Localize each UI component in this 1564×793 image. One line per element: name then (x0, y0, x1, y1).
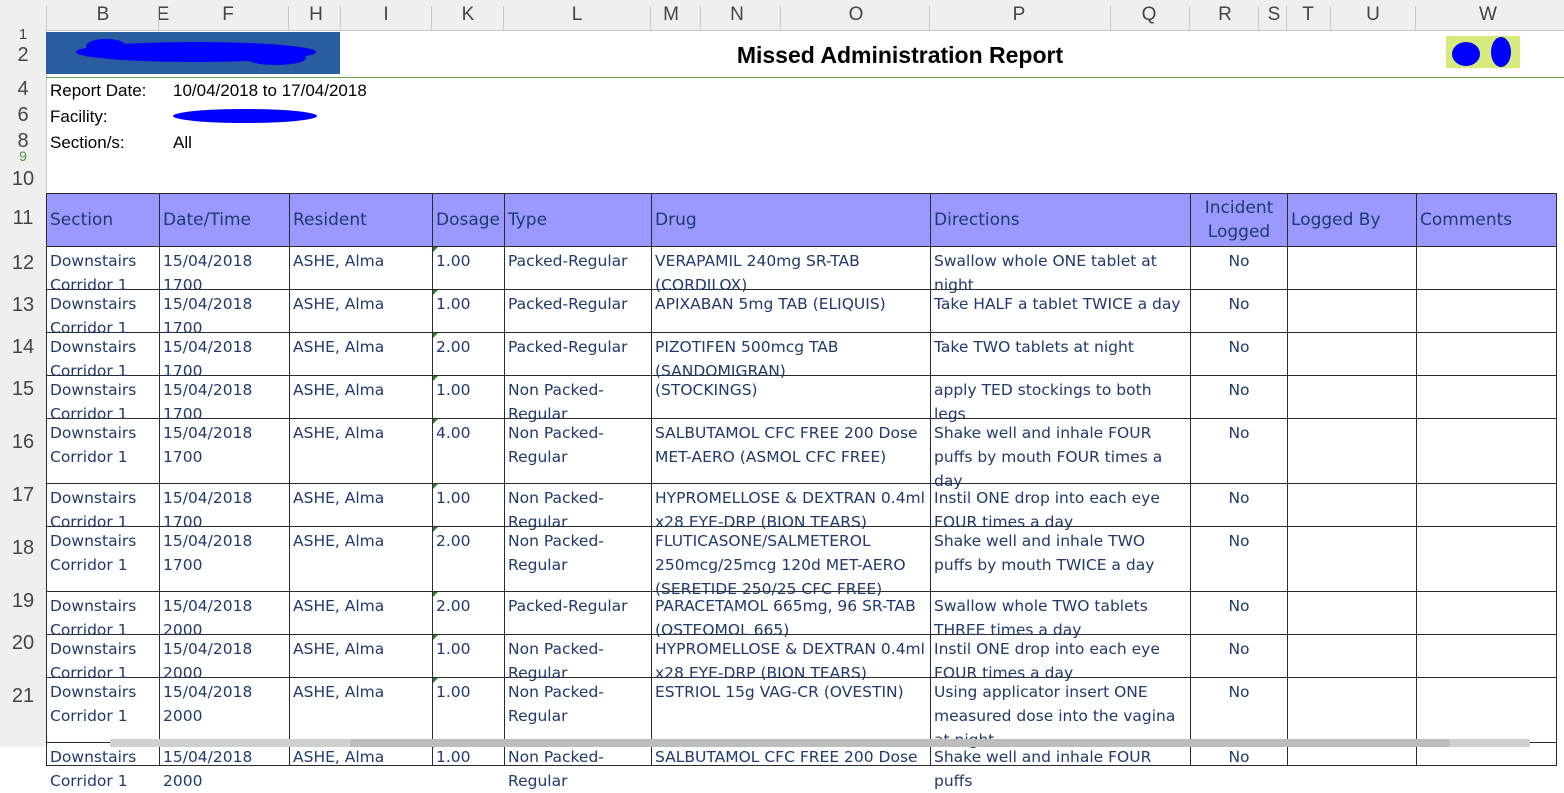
cell-directions-text: apply TED stockings to both legs (934, 381, 1152, 423)
missed-administration-table (46, 193, 1557, 790)
column-header-w[interactable]: W (1479, 4, 1497, 25)
cell-dosage[interactable] (433, 678, 505, 743)
cell-dosage-text: 1.00 (436, 489, 471, 507)
table-row (47, 678, 1557, 743)
cell-incident-logged-text: No (1228, 597, 1250, 615)
report-date-value: 10/04/2018 to 17/04/2018 (173, 81, 367, 100)
column-separator (1286, 6, 1287, 30)
cell-section-text: Downstairs Corridor 1 (50, 489, 137, 531)
header-section[interactable]: Section (47, 194, 160, 247)
cell-indicator-icon (433, 376, 438, 381)
sections-label: Section/s: (50, 133, 125, 152)
cell-directions-text: Shake well and inhale FOUR puffs (934, 748, 1152, 790)
cell-comments[interactable] (1417, 678, 1557, 743)
cell-logged-by[interactable] (1288, 247, 1417, 290)
row-header-15[interactable]: 15 (11, 378, 35, 400)
table-row (47, 247, 1557, 290)
column-header-l[interactable]: L (571, 4, 583, 25)
cell-logged-by[interactable] (1288, 484, 1417, 527)
cell-incident-logged[interactable] (1191, 527, 1288, 592)
cell-drug-text: PIZOTIFEN 500mcg TAB (SANDOMIGRAN) (655, 338, 839, 380)
row-header-6[interactable]: 6 (17, 104, 29, 126)
cell-incident-logged-text: No (1228, 424, 1250, 442)
column-header-s[interactable]: S (1267, 4, 1281, 25)
cell-datetime[interactable] (160, 333, 290, 380)
cell-dosage[interactable] (433, 635, 505, 678)
cell-datetime[interactable] (160, 247, 290, 294)
header-resident[interactable]: Resident (290, 194, 433, 247)
cell-dosage[interactable] (433, 419, 505, 484)
cell-datetime-text: 15/04/2018 1700 (163, 489, 253, 531)
column-header-t[interactable]: T (1302, 4, 1314, 25)
cell-directions-text: Swallow whole ONE tablet at night (934, 252, 1157, 294)
header-datetime[interactable]: Date/Time (160, 194, 290, 247)
cell-incident-logged[interactable] (1191, 376, 1288, 419)
cell-drug-text: ESTRIOL 15g VAG-CR (OVESTIN) (655, 683, 904, 701)
cell-section-text: Downstairs Corridor 1 (50, 295, 137, 337)
cell-logged-by[interactable] (1288, 419, 1417, 484)
cell-drug-text: APIXABAN 5mg TAB (ELIQUIS) (655, 295, 886, 313)
cell-directions[interactable] (931, 247, 1191, 294)
cell-resident[interactable] (290, 247, 433, 290)
cell-indicator-icon (433, 290, 438, 295)
cell-indicator-icon (433, 527, 438, 532)
header-drug[interactable]: Drug (652, 194, 931, 247)
cell-resident[interactable] (290, 290, 433, 333)
cell-type-text: Packed-Regular (508, 295, 628, 313)
cell-section[interactable] (47, 247, 160, 294)
cell-datetime-text: 15/04/2018 1700 (163, 252, 253, 294)
column-separator (158, 6, 159, 30)
cell-section-text: Downstairs Corridor 1 (50, 424, 137, 466)
cell-dosage-text: 1.00 (436, 252, 471, 270)
cell-datetime[interactable] (160, 678, 290, 743)
redaction-scribble-icon (1446, 36, 1520, 68)
cell-dosage-text: 1.00 (436, 381, 471, 399)
cell-type-text: Non Packed-Regular (508, 640, 604, 682)
cell-section[interactable] (47, 678, 160, 743)
cell-incident-logged[interactable] (1191, 290, 1288, 333)
cell-drug[interactable] (652, 484, 931, 531)
header-incident-logged[interactable]: Incident Logged (1191, 194, 1288, 247)
cell-resident-text: ASHE, Alma (293, 597, 385, 615)
cell-resident[interactable] (290, 376, 433, 419)
cell-resident-text: ASHE, Alma (293, 489, 385, 507)
table-row (47, 592, 1557, 635)
cell-indicator-icon (433, 592, 438, 597)
cell-type-text: Packed-Regular (508, 597, 628, 615)
cell-dosage[interactable] (433, 376, 505, 419)
cell-incident-logged[interactable] (1191, 247, 1288, 290)
cell-indicator-icon (433, 333, 438, 338)
cell-section-text: Downstairs Corridor 1 (50, 532, 137, 574)
cell-indicator-icon (433, 419, 438, 424)
cell-logged-by[interactable] (1288, 290, 1417, 333)
cell-comments[interactable] (1417, 419, 1557, 484)
cell-incident-logged-text: No (1228, 683, 1250, 701)
cell-dosage-text: 4.00 (436, 424, 471, 442)
cell-resident-text: ASHE, Alma (293, 640, 385, 658)
cell-incident-logged-text: No (1228, 489, 1250, 507)
cell-section-text: Downstairs Corridor 1 (50, 338, 137, 380)
cell-directions-text: Take TWO tablets at night (934, 338, 1134, 356)
row-header-14[interactable]: 14 (11, 336, 35, 358)
cell-type[interactable] (505, 592, 652, 635)
cell-datetime-text: 15/04/2018 1700 (163, 295, 253, 337)
column-separator (1258, 6, 1259, 30)
column-separator (503, 6, 504, 30)
cell-incident-logged[interactable] (1191, 333, 1288, 376)
cell-datetime-text: 15/04/2018 1700 (163, 532, 253, 574)
redacted-facility-name (170, 105, 320, 127)
cell-dosage[interactable] (433, 247, 505, 290)
header-directions[interactable]: Directions (931, 194, 1191, 247)
report-title: Missed Administration Report (736, 42, 1064, 68)
cell-indicator-icon (433, 678, 438, 683)
cell-drug[interactable] (652, 635, 931, 682)
column-separator (1415, 6, 1416, 30)
header-logged-by[interactable]: Logged By (1288, 194, 1417, 247)
table-header-row (47, 194, 1557, 247)
cell-datetime[interactable] (160, 290, 290, 337)
cell-directions[interactable] (931, 484, 1191, 531)
cell-section-text: Downstairs Corridor 1 (50, 683, 137, 725)
cell-comments[interactable] (1417, 247, 1557, 290)
table-row (47, 527, 1557, 592)
cell-section[interactable] (47, 592, 160, 639)
column-separator (431, 6, 432, 30)
column-header-h[interactable]: H (309, 4, 323, 25)
cell-drug[interactable] (652, 376, 931, 419)
row-header-13[interactable]: 13 (11, 294, 35, 316)
cell-incident-logged-text: No (1228, 381, 1250, 399)
cell-indicator-icon (433, 247, 438, 252)
horizontal-scrollbar-thumb[interactable] (350, 739, 1450, 747)
cell-section-text: Downstairs Corridor 1 (50, 381, 137, 423)
cell-directions[interactable] (931, 527, 1191, 592)
report-date-label: Report Date: (50, 81, 147, 100)
cell-dosage-text: 1.00 (436, 748, 471, 766)
cell-indicator-icon (433, 484, 438, 489)
cell-resident-text: ASHE, Alma (293, 683, 385, 701)
cell-datetime[interactable] (160, 376, 290, 423)
cell-type-text: Packed-Regular (508, 338, 628, 356)
cell-type-text: Non Packed-Regular (508, 748, 604, 790)
row-header-12[interactable]: 12 (11, 252, 35, 274)
cell-comments[interactable] (1417, 290, 1557, 333)
cell-drug[interactable] (652, 290, 931, 333)
header-divider (46, 77, 1564, 78)
column-separator (650, 6, 651, 30)
column-separator (340, 6, 341, 30)
cell-comments[interactable] (1417, 527, 1557, 592)
cell-type[interactable] (505, 290, 652, 333)
cell-incident-logged[interactable] (1191, 635, 1288, 678)
cell-datetime-text: 15/04/2018 2000 (163, 640, 253, 682)
cell-section-text: Downstairs Corridor 1 (50, 748, 137, 790)
cell-comments[interactable] (1417, 484, 1557, 527)
cell-datetime-text: 15/04/2018 2000 (163, 683, 253, 725)
cell-resident[interactable] (290, 678, 433, 743)
column-separator (288, 6, 289, 30)
column-separator (1189, 6, 1190, 30)
cell-resident[interactable] (290, 527, 433, 592)
cell-logged-by[interactable] (1288, 527, 1417, 592)
column-separator (46, 6, 47, 30)
cell-directions-text: Shake well and inhale FOUR puffs by mouth FOUR times a day (934, 424, 1163, 490)
cell-section[interactable] (47, 419, 160, 484)
cell-resident-text: ASHE, Alma (293, 338, 385, 356)
cell-datetime-text: 15/04/2018 2000 (163, 597, 253, 639)
cell-resident-text: ASHE, Alma (293, 748, 385, 766)
cell-datetime[interactable] (160, 592, 290, 639)
cell-directions[interactable] (931, 376, 1191, 423)
cell-dosage-text: 1.00 (436, 640, 471, 658)
cell-dosage[interactable] (433, 290, 505, 333)
column-header-q[interactable]: Q (1141, 4, 1157, 25)
cell-datetime-text: 15/04/2018 2000 (163, 748, 253, 790)
cell-drug-text: SALBUTAMOL CFC FREE 200 Dose MET-AERO (ASMOL CFC FREE) (655, 424, 918, 466)
row-header-21[interactable]: 21 (11, 685, 35, 707)
row-header-4[interactable]: 4 (17, 78, 29, 100)
facility-label: Facility: (50, 107, 108, 126)
cell-drug-text: HYPROMELLOSE & DEXTRAN 0.4ml x28 EYE-DRP (BION TEARS) (655, 640, 925, 682)
row-header-19[interactable]: 19 (11, 590, 35, 612)
cell-drug[interactable] (652, 333, 931, 380)
column-header-r[interactable]: R (1218, 4, 1232, 25)
cell-incident-logged[interactable] (1191, 419, 1288, 484)
cell-directions-text: Take HALF a tablet TWICE a day (934, 295, 1181, 313)
cell-resident-text: ASHE, Alma (293, 381, 385, 399)
table-row (47, 635, 1557, 678)
cell-datetime-text: 15/04/2018 1700 (163, 381, 253, 423)
cell-type[interactable] (505, 527, 652, 592)
header-type[interactable]: Type (505, 194, 652, 247)
cell-logged-by[interactable] (1288, 376, 1417, 419)
header-dosage[interactable]: Dosage (433, 194, 505, 247)
table-row (47, 484, 1557, 527)
cell-resident-text: ASHE, Alma (293, 424, 385, 442)
column-separator (1330, 6, 1331, 30)
cell-resident[interactable] (290, 592, 433, 635)
cell-resident[interactable] (290, 635, 433, 678)
cell-type-text: Packed-Regular (508, 252, 628, 270)
cell-directions[interactable] (931, 333, 1191, 376)
row-header-2[interactable]: 2 (17, 44, 29, 66)
cell-section[interactable] (47, 484, 160, 531)
column-header-u[interactable]: U (1366, 4, 1380, 25)
cell-incident-logged[interactable] (1191, 678, 1288, 743)
cell-directions[interactable] (931, 592, 1191, 639)
row-header-bar (0, 26, 47, 747)
row-header-20[interactable]: 20 (11, 632, 35, 654)
cell-logged-by[interactable] (1288, 678, 1417, 743)
cell-logged-by[interactable] (1288, 592, 1417, 635)
cell-dosage[interactable] (433, 333, 505, 376)
column-header-f[interactable]: F (222, 4, 234, 25)
cell-drug[interactable] (652, 247, 931, 294)
cell-drug-text: HYPROMELLOSE & DEXTRAN 0.4ml x28 EYE-DRP (BION TEARS) (655, 489, 925, 531)
column-header-e[interactable]: E (156, 4, 170, 25)
cell-incident-logged[interactable] (1191, 484, 1288, 527)
cell-dosage-text: 2.00 (436, 338, 471, 356)
cell-section[interactable] (47, 376, 160, 423)
cell-drug-text: PARACETAMOL 665mg, 96 SR-TAB (OSTEOMOL 665) (655, 597, 916, 639)
row-header-1[interactable]: 1 (18, 26, 28, 43)
cell-drug-text: VERAPAMIL 240mg SR-TAB (CORDILOX) (655, 252, 860, 294)
cell-comments[interactable] (1417, 333, 1557, 376)
column-header-k[interactable]: K (461, 4, 475, 25)
header-comments[interactable]: Comments (1417, 194, 1557, 247)
cell-dosage-text: 1.00 (436, 683, 471, 701)
cell-drug-text: FLUTICASONE/SALMETEROL 250mcg/25mcg 120d MET-AERO (SERETIDE 250/25 CFC FREE) (655, 532, 906, 598)
cell-type[interactable] (505, 484, 652, 531)
cell-incident-logged[interactable] (1191, 592, 1288, 635)
cell-type-text: Non Packed-Regular (508, 683, 604, 725)
cell-incident-logged-text: No (1228, 640, 1250, 658)
cell-type[interactable] (505, 333, 652, 376)
cell-incident-logged-text: No (1228, 252, 1250, 270)
cell-dosage[interactable] (433, 484, 505, 527)
cell-drug[interactable] (652, 419, 931, 484)
row-header-8[interactable]: 8 (17, 130, 29, 152)
cell-logged-by[interactable] (1288, 635, 1417, 678)
cell-section-text: Downstairs Corridor 1 (50, 252, 137, 294)
cell-resident[interactable] (290, 419, 433, 484)
cell-section-text: Downstairs Corridor 1 (50, 640, 137, 682)
sections-value: All (173, 133, 192, 152)
cell-type[interactable] (505, 635, 652, 682)
cell-type-text: Non Packed-Regular (508, 381, 604, 423)
cell-section[interactable] (47, 290, 160, 337)
column-separator (1110, 6, 1111, 30)
table-row (47, 376, 1557, 419)
redacted-corner-logo (1446, 36, 1520, 68)
cell-drug[interactable] (652, 527, 931, 598)
cell-dosage-text: 1.00 (436, 295, 471, 313)
cell-directions-text: Swallow whole TWO tablets THREE times a day (934, 597, 1148, 639)
cell-resident[interactable] (290, 484, 433, 527)
cell-indicator-icon (433, 635, 438, 640)
cell-drug-text: (STOCKINGS) (655, 381, 758, 399)
column-separator (929, 6, 930, 30)
cell-dosage-text: 2.00 (436, 597, 471, 615)
cell-resident-text: ASHE, Alma (293, 295, 385, 313)
cell-directions[interactable] (931, 635, 1191, 682)
cell-type[interactable] (505, 376, 652, 423)
cell-datetime[interactable] (160, 635, 290, 682)
row-header-17[interactable]: 17 (11, 484, 35, 506)
column-header-i[interactable]: I (383, 4, 389, 25)
cell-directions[interactable] (931, 419, 1191, 490)
cell-incident-logged-text: No (1228, 338, 1250, 356)
table-row (47, 333, 1557, 376)
cell-comments[interactable] (1417, 376, 1557, 419)
cell-drug[interactable] (652, 678, 931, 743)
cell-directions-text: Shake well and inhale TWO puffs by mouth TWICE a day (934, 532, 1155, 574)
cell-directions-text: Using applicator insert ONE measured dose into the vagina (934, 683, 1176, 725)
cell-section[interactable] (47, 635, 160, 682)
cell-dosage-text: 2.00 (436, 532, 471, 550)
column-separator (780, 6, 781, 30)
cell-section[interactable] (47, 527, 160, 592)
cell-directions-text: Instil ONE drop into each eye FOUR times a day (934, 640, 1160, 682)
table-row (47, 290, 1557, 333)
cell-type[interactable] (505, 419, 652, 484)
cell-type[interactable] (505, 247, 652, 290)
cell-logged-by[interactable] (1288, 333, 1417, 376)
cell-comments[interactable] (1417, 592, 1557, 635)
cell-incident-logged-text: No (1228, 748, 1250, 766)
redaction-scribble-icon (46, 32, 340, 74)
row-header-11[interactable]: 11 (12, 207, 34, 229)
row-header-16[interactable]: 16 (11, 431, 35, 453)
cell-type-text: Non Packed-Regular (508, 424, 604, 466)
cell-section-text: Downstairs Corridor 1 (50, 597, 137, 639)
redaction-scribble-icon (170, 105, 320, 127)
cell-datetime[interactable] (160, 527, 290, 592)
row-header-18[interactable]: 18 (11, 537, 35, 559)
cell-section[interactable] (47, 333, 160, 380)
cell-resident-text: ASHE, Alma (293, 252, 385, 270)
cell-type-text: Non Packed-Regular (508, 532, 604, 574)
column-header-o[interactable]: O (848, 4, 864, 25)
row-header-9[interactable]: 9 (19, 148, 27, 164)
redacted-logo-banner (46, 32, 340, 74)
cell-datetime[interactable] (160, 419, 290, 484)
cell-directions-text: Instil ONE drop into each eye FOUR times a day (934, 489, 1160, 531)
table-row (47, 419, 1557, 484)
cell-datetime[interactable] (160, 484, 290, 531)
cell-type-text: Non Packed-Regular (508, 489, 604, 531)
column-header-b[interactable]: B (96, 4, 110, 25)
cell-dosage[interactable] (433, 527, 505, 592)
column-header-p[interactable]: P (1012, 4, 1026, 25)
cell-drug[interactable] (652, 592, 931, 639)
cell-resident[interactable] (290, 333, 433, 376)
cell-drug-text: SALBUTAMOL CFC FREE 200 Dose (655, 748, 918, 766)
column-header-m[interactable]: M (663, 4, 679, 25)
cell-incident-logged-text: No (1228, 295, 1250, 313)
row-header-10[interactable]: 10 (11, 168, 35, 190)
cell-datetime-text: 15/04/2018 1700 (163, 338, 253, 380)
cell-incident-logged-text: No (1228, 532, 1250, 550)
cell-datetime-text: 15/04/2018 1700 (163, 424, 253, 466)
cell-comments[interactable] (1417, 635, 1557, 678)
cell-resident-text: ASHE, Alma (293, 532, 385, 550)
column-header-bar (0, 0, 1564, 31)
column-separator (700, 6, 701, 30)
cell-directions[interactable] (931, 678, 1191, 743)
cell-type[interactable] (505, 678, 652, 743)
column-header-n[interactable]: N (730, 4, 744, 25)
cell-directions[interactable] (931, 290, 1191, 333)
cell-dosage[interactable] (433, 592, 505, 635)
